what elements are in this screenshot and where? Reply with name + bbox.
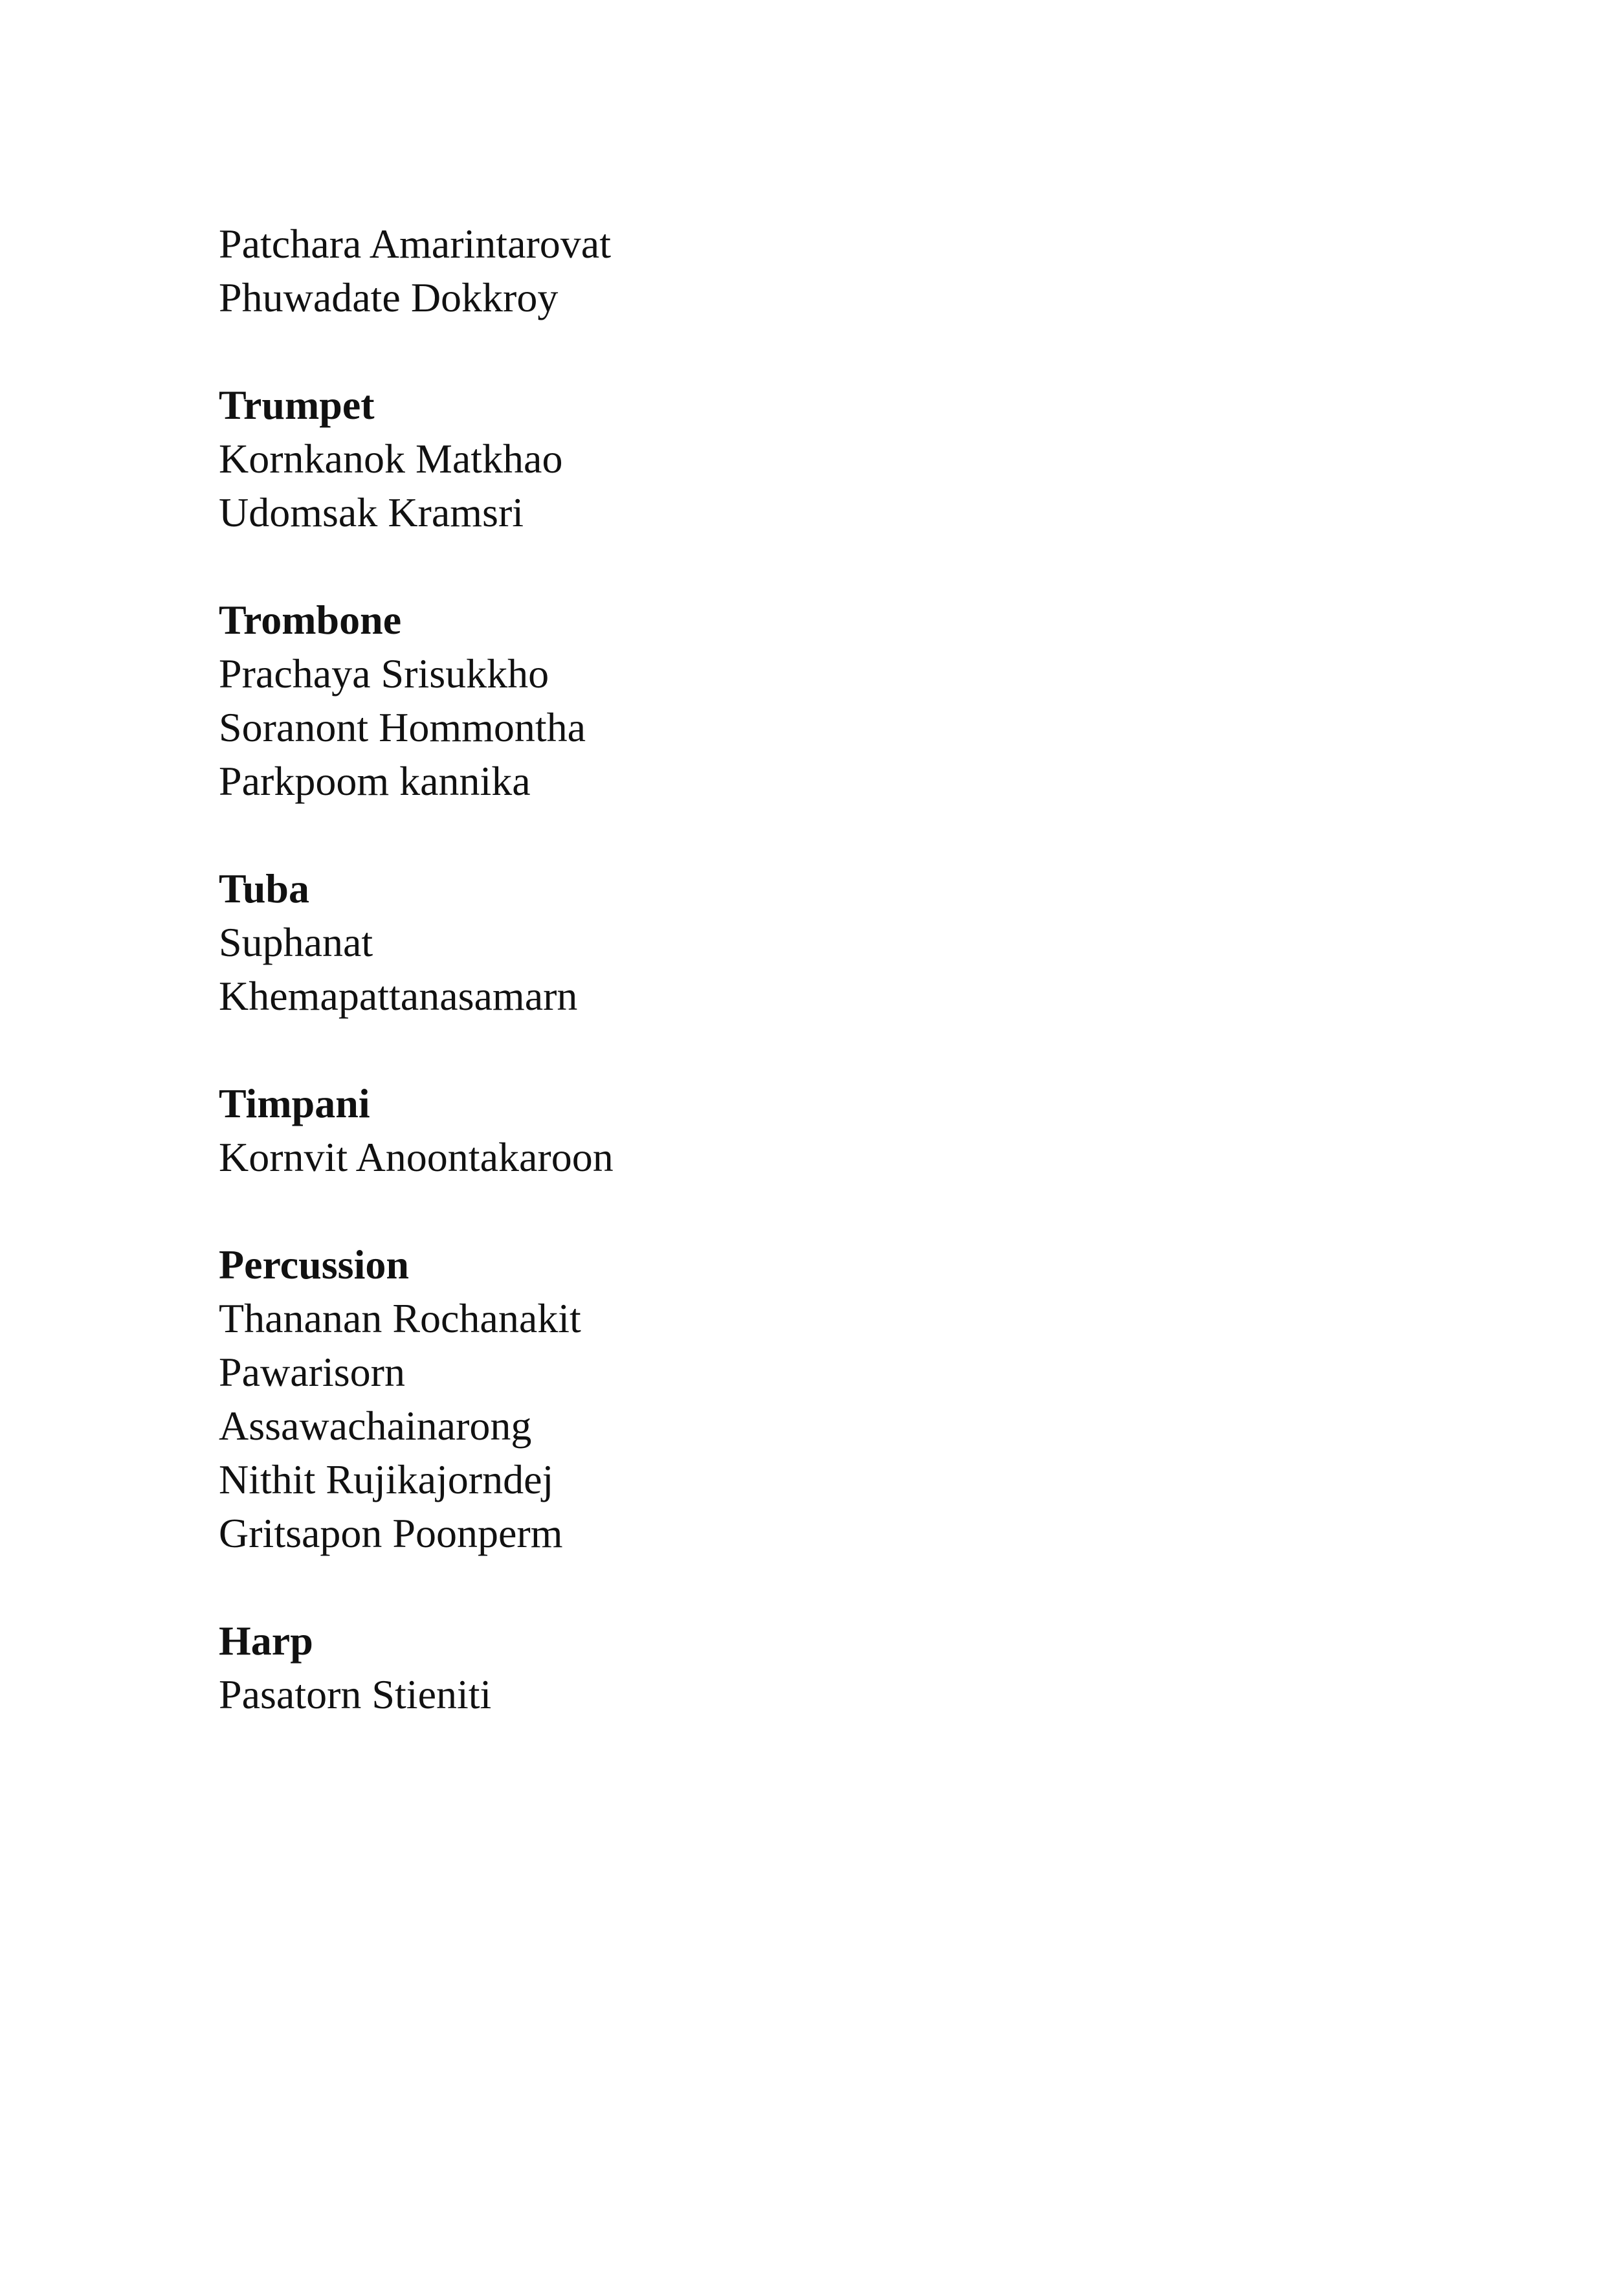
roster-page	[219, 217, 1254, 1721]
musician-name: Phuwadate Dokkroy	[219, 274, 559, 320]
musician-name: Kornvit Anoontakaroon	[219, 1134, 614, 1180]
musician-name: Parkpoom kannika	[219, 758, 531, 804]
musician-name: Pawarisorn	[219, 1349, 405, 1395]
section-heading-percussion: Percussion	[219, 1242, 409, 1287]
musician-name: Udomsak Kramsri	[219, 489, 524, 535]
musician-name: Khemapattanasamarn	[219, 973, 578, 1019]
section-spacer	[219, 324, 1254, 378]
musician-name: Patchara Amarintarovat	[219, 221, 611, 267]
section-spacer	[219, 1023, 1254, 1076]
section-spacer	[219, 1184, 1254, 1238]
musician-name: Soranont Hommontha	[219, 704, 586, 750]
musician-name: Suphanat	[219, 919, 373, 965]
musician-name: Nithit Rujikajorndej	[219, 1456, 554, 1502]
musician-name: Assawachainarong	[219, 1403, 532, 1449]
musician-name: Gritsapon Poonperm	[219, 1510, 563, 1556]
section-spacer	[219, 539, 1254, 593]
musician-name: Thananan Rochanakit	[219, 1295, 581, 1341]
section-heading-harp: Harp	[219, 1618, 313, 1664]
section-spacer	[219, 808, 1254, 862]
section-heading-tuba: Tuba	[219, 865, 309, 911]
musician-name: Kornkanok Matkhao	[219, 436, 563, 482]
section-heading-trumpet: Trumpet	[219, 382, 375, 428]
section-heading-trombone: Trombone	[219, 597, 402, 643]
musician-name: Prachaya Srisukkho	[219, 651, 549, 697]
section-heading-timpani: Timpani	[219, 1080, 370, 1126]
musician-name: Pasatorn Stieniti	[219, 1671, 492, 1717]
section-spacer	[219, 1560, 1254, 1614]
